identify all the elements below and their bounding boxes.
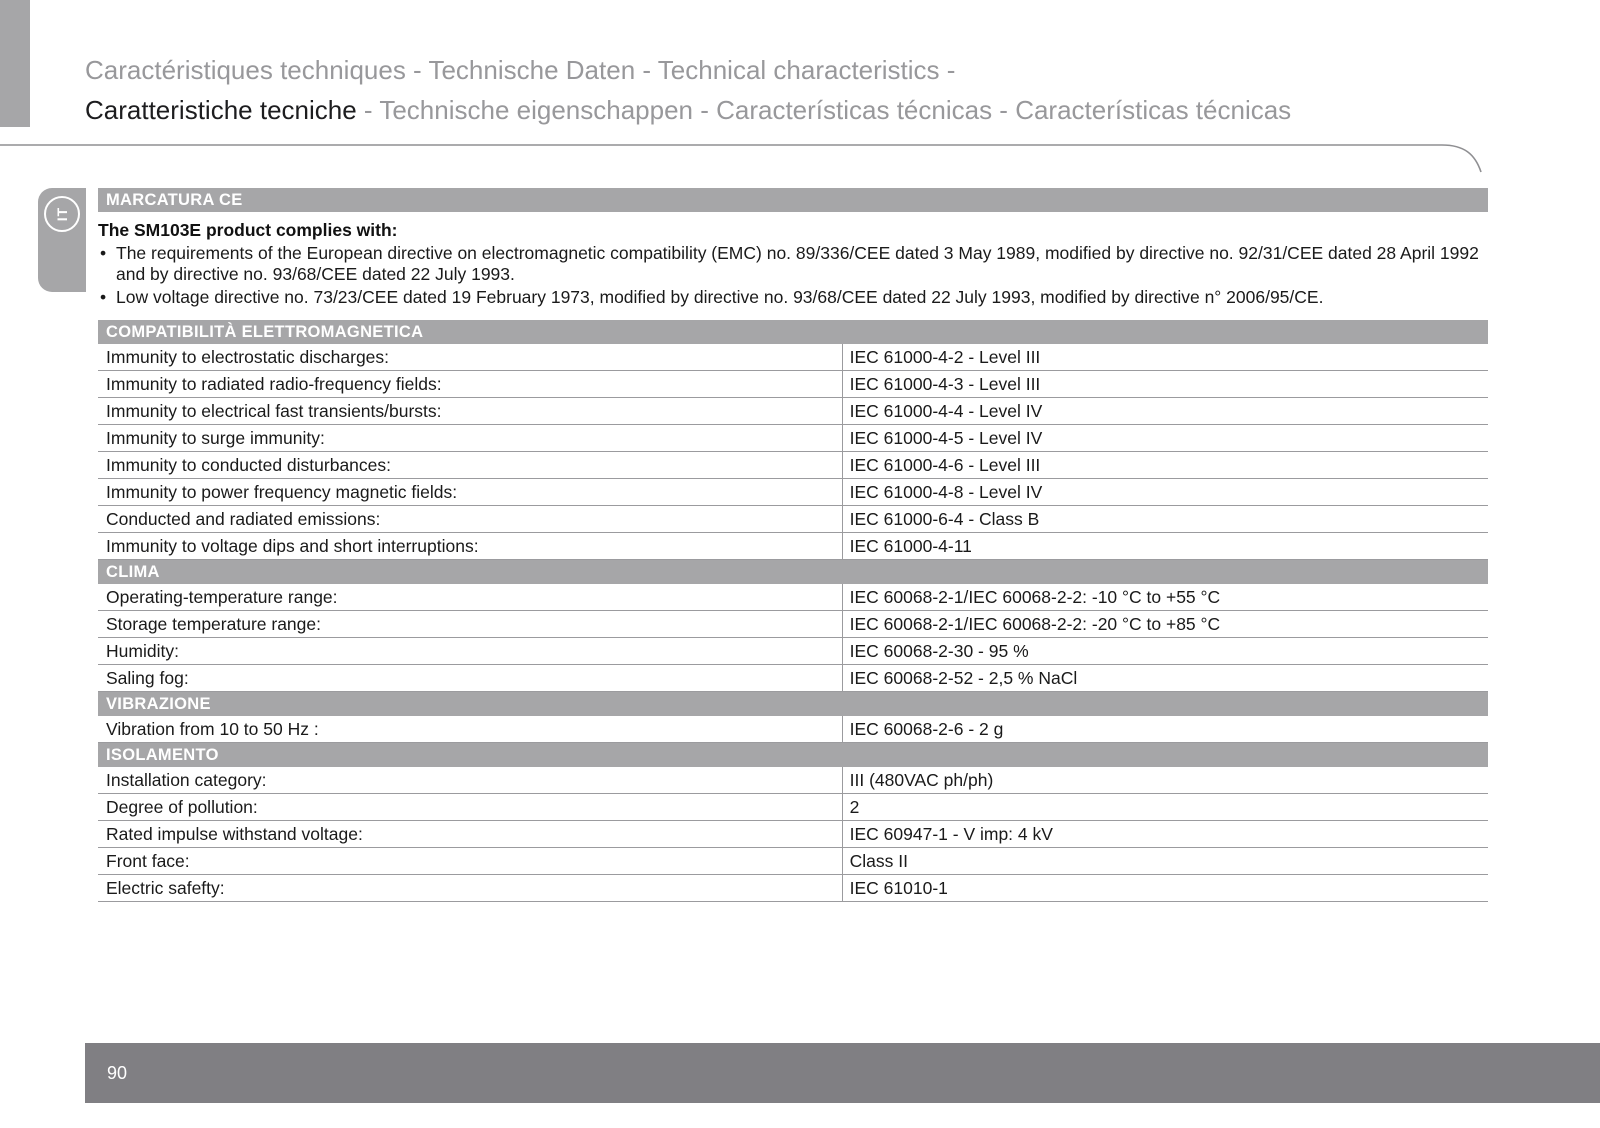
header-divider	[0, 128, 1600, 174]
top-left-gray-strip	[0, 0, 30, 127]
row-label: Immunity to conducted disturbances:	[98, 452, 842, 479]
table-row	[98, 371, 1488, 398]
section-heading-marcatura-ce: MARCATURA CE	[98, 188, 1488, 212]
title-line1-text: Caractéristiques techniques - Technische Daten - Technical characteristics -	[85, 55, 956, 85]
row-value: IEC 60068-2-1/IEC 60068-2-2: -20 °C to +85 °C	[842, 611, 1488, 638]
language-tab	[38, 188, 86, 292]
row-label: Immunity to electrostatic discharges:	[98, 344, 842, 371]
row-value: IEC 60947-1 - V imp: 4 kV	[842, 821, 1488, 848]
marcatura-body	[98, 212, 1488, 320]
page-header	[85, 50, 1505, 130]
row-value: IEC 61010-1	[842, 875, 1488, 902]
title-line2-bold: Caratteristiche tecniche	[85, 95, 357, 125]
row-label: Humidity:	[98, 638, 842, 665]
table-row	[98, 716, 1488, 743]
content-column	[98, 188, 1488, 902]
table-row	[98, 425, 1488, 452]
marcatura-bullet-1: • The requirements of the European directive on electromagnetic compatibility (EMC) no. 89/336/CEE dated 3 May 1989, modified by directive no. 92/31/CEE dated 28 April 1992 and by directive no. 93/68/CEE dated 22 July 1993.	[98, 243, 1488, 285]
row-value: IEC 61000-4-8 - Level IV	[842, 479, 1488, 506]
table-row	[98, 584, 1488, 611]
row-value: IEC 61000-6-4 - Class B	[842, 506, 1488, 533]
row-label: Vibration from 10 to 50 Hz :	[98, 716, 842, 743]
table-row	[98, 638, 1488, 665]
table-row	[98, 452, 1488, 479]
section-heading-emc: COMPATIBILITÀ ELETTROMAGNETICA	[98, 320, 1488, 344]
table-row	[98, 479, 1488, 506]
row-value: IEC 61000-4-6 - Level III	[842, 452, 1488, 479]
table-row	[98, 794, 1488, 821]
language-circle-icon	[44, 196, 80, 232]
title-line2-rest: - Technische eigenschappen - Características técnicas - Características técnicas	[356, 95, 1292, 125]
row-value: IEC 60068-2-30 - 95 %	[842, 638, 1488, 665]
section-heading-vibrazione: VIBRAZIONE	[98, 692, 1488, 716]
row-value: IEC 61000-4-5 - Level IV	[842, 425, 1488, 452]
table-row	[98, 611, 1488, 638]
table-row	[98, 767, 1488, 794]
row-label: Degree of pollution:	[98, 794, 842, 821]
row-value: Class II	[842, 848, 1488, 875]
row-label: Immunity to voltage dips and short interruptions:	[98, 533, 842, 560]
section-heading-isolamento: ISOLAMENTO	[98, 743, 1488, 767]
title-line-2	[85, 90, 1505, 130]
row-label: Saling fog:	[98, 665, 842, 692]
row-value: IEC 61000-4-3 - Level III	[842, 371, 1488, 398]
row-value: IEC 61000-4-11	[842, 533, 1488, 560]
table-row	[98, 344, 1488, 371]
marcatura-intro: The SM103E product complies with:	[98, 220, 398, 240]
row-value: IEC 60068-2-52 - 2,5 % NaCl	[842, 665, 1488, 692]
title-line-1	[85, 50, 1505, 90]
row-label: Immunity to electrical fast transients/bursts:	[98, 398, 842, 425]
row-value: 2	[842, 794, 1488, 821]
row-label: Operating-temperature range:	[98, 584, 842, 611]
row-label: Storage temperature range:	[98, 611, 842, 638]
isolamento-table	[98, 767, 1488, 902]
row-value: III (480VAC ph/ph)	[842, 767, 1488, 794]
table-row	[98, 821, 1488, 848]
row-label: Immunity to power frequency magnetic fields:	[98, 479, 842, 506]
vibrazione-table	[98, 716, 1488, 743]
section-heading-clima: CLIMA	[98, 560, 1488, 584]
table-row	[98, 875, 1488, 902]
row-value: IEC 60068-2-6 - 2 g	[842, 716, 1488, 743]
table-row	[98, 506, 1488, 533]
row-value: IEC 61000-4-4 - Level IV	[842, 398, 1488, 425]
row-label: Conducted and radiated emissions:	[98, 506, 842, 533]
language-label: IT	[53, 206, 70, 222]
row-label: Front face:	[98, 848, 842, 875]
table-row	[98, 398, 1488, 425]
table-row	[98, 665, 1488, 692]
footer-bar	[85, 1043, 1600, 1103]
row-value: IEC 60068-2-1/IEC 60068-2-2: -10 °C to +55 °C	[842, 584, 1488, 611]
clima-table	[98, 584, 1488, 692]
table-row	[98, 848, 1488, 875]
marcatura-bullet-2: • Low voltage directive no. 73/23/CEE dated 19 February 1973, modified by directive no. 93/68/CEE dated 22 July 1993, modified by directive n° 2006/95/CE.	[98, 287, 1488, 308]
table-row	[98, 533, 1488, 560]
row-label: Installation category:	[98, 767, 842, 794]
row-value: IEC 61000-4-2 - Level III	[842, 344, 1488, 371]
page-number: 90	[107, 1063, 128, 1083]
emc-table	[98, 344, 1488, 560]
row-label: Electric safefty:	[98, 875, 842, 902]
row-label: Rated impulse withstand voltage:	[98, 821, 842, 848]
row-label: Immunity to surge immunity:	[98, 425, 842, 452]
row-label: Immunity to radiated radio-frequency fields:	[98, 371, 842, 398]
